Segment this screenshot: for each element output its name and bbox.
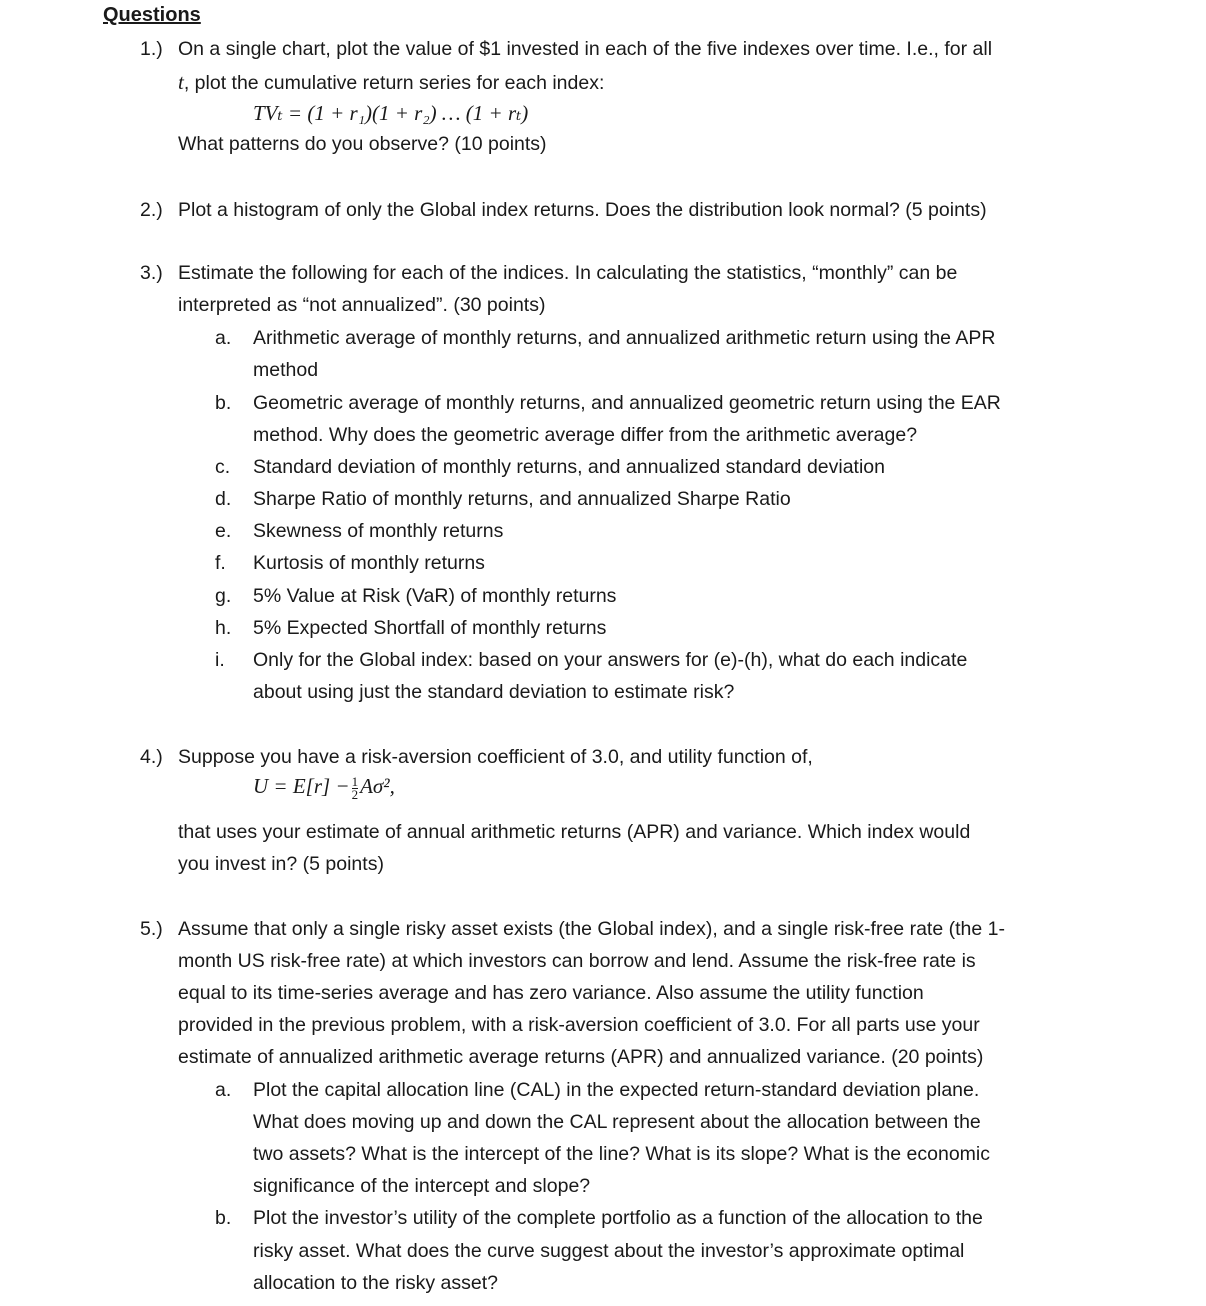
q5-line-5: estimate of annualized arithmetic average returns (APR) and annualized variance. (20 points) [178, 1046, 984, 1068]
q3-item-b-line-1: Geometric average of monthly returns, and annualized geometric return using the EAR [253, 392, 1001, 414]
q4-formula-right: Aσ², [360, 774, 395, 798]
q3-item-i-line-2: about using just the standard deviation to estimate risk? [253, 681, 735, 703]
q3-item-c-label: c. [215, 456, 231, 478]
q1-question: What patterns do you observe? (10 points) [178, 133, 547, 155]
q3-item-i-label: i. [215, 649, 225, 671]
q3-item-f-text: Kurtosis of monthly returns [253, 552, 485, 574]
q3-item-a-line-2: method [253, 359, 319, 381]
q5-line-3: equal to its time-series average and has zero variance. Also assume the utility function [178, 982, 924, 1004]
q5-item-b-line-3: allocation to the risky asset? [253, 1272, 498, 1294]
page-title: Questions [103, 4, 201, 26]
q1-line-2-text: , plot the cumulative return series for each index: [183, 72, 605, 94]
q3-item-d-text: Sharpe Ratio of monthly returns, and annualized Sharpe Ratio [253, 488, 791, 510]
q5-number: 5.) [140, 918, 163, 940]
q5-item-b-line-2: risky asset. What does the curve suggest about the investor’s approximate optimal [253, 1240, 965, 1262]
q1-line-2 [178, 70, 604, 95]
q4-number: 4.) [140, 746, 163, 768]
q3-item-c-text: Standard deviation of monthly returns, and annualized standard deviation [253, 456, 885, 478]
q2-text: Plot a histogram of only the Global index returns. Does the distribution look normal? (5 points) [178, 199, 987, 221]
q5-line-2: month US risk-free rate) at which investors can borrow and lend. Assume the risk-free rate is [178, 950, 976, 972]
q3-item-h-label: h. [215, 617, 232, 639]
q2-number: 2.) [140, 199, 163, 221]
q5-item-b-label: b. [215, 1207, 232, 1229]
q3-item-e-text: Skewness of monthly returns [253, 520, 504, 542]
q1-number: 1.) [140, 38, 163, 60]
q5-line-1: Assume that only a single risky asset exists (the Global index), and a single risk-free rate (the 1- [178, 918, 1005, 940]
q3-item-e-label: e. [215, 520, 232, 542]
q1-t-variable: t [178, 70, 184, 94]
q3-item-d-label: d. [215, 488, 232, 510]
q5-item-a-line-2: What does moving up and down the CAL represent about the allocation between the [253, 1111, 981, 1133]
q3-item-a-line-1: Arithmetic average of monthly returns, and annualized arithmetic return using the APR [253, 327, 996, 349]
q5-item-a-line-3: two assets? What is the intercept of the line? What is its slope? What is the economic [253, 1143, 991, 1165]
q4-formula [253, 774, 395, 801]
q5-item-b-line-1: Plot the investor’s utility of the complete portfolio as a function of the allocation to the [253, 1207, 983, 1229]
q1-formula: TVₜ = (1 + r₁)(1 + r₂) … (1 + rₜ) [253, 101, 529, 125]
q3-item-f-label: f. [215, 552, 226, 574]
q3-item-h-text: 5% Expected Shortfall of monthly returns [253, 617, 607, 639]
q3-line-2: interpreted as “not annualized”. (30 points) [178, 294, 546, 316]
q4-line-3: you invest in? (5 points) [178, 853, 384, 875]
q4-fraction [351, 773, 359, 802]
q5-line-4: provided in the previous problem, with a risk-aversion coefficient of 3.0. For all parts use your [178, 1014, 980, 1036]
q4-line-1: Suppose you have a risk-aversion coefficient of 3.0, and utility function of, [178, 746, 813, 768]
q1-line-1: On a single chart, plot the value of $1 invested in each of the five indexes over time. I.e., for all [178, 38, 993, 60]
q3-item-a-label: a. [215, 327, 232, 349]
q3-item-i-line-1: Only for the Global index: based on your answers for (e)-(h), what do each indicate [253, 649, 968, 671]
q4-fraction-denominator: 2 [351, 786, 359, 802]
q5-item-a-line-1: Plot the capital allocation line (CAL) in the expected return-standard deviation plane. [253, 1079, 980, 1101]
q3-item-g-text: 5% Value at Risk (VaR) of monthly returns [253, 585, 617, 607]
q3-number: 3.) [140, 262, 163, 284]
q4-line-2: that uses your estimate of annual arithmetic returns (APR) and variance. Which index would [178, 821, 971, 843]
q3-item-g-label: g. [215, 585, 232, 607]
q3-item-b-label: b. [215, 392, 232, 414]
q3-item-b-line-2: method. Why does the geometric average differ from the arithmetic average? [253, 424, 918, 446]
q5-item-a-line-4: significance of the intercept and slope? [253, 1175, 591, 1197]
q5-item-a-label: a. [215, 1079, 232, 1101]
q4-fraction-numerator: 1 [351, 773, 359, 789]
q4-formula-left: U = E[r] − [253, 774, 350, 798]
q3-line-1: Estimate the following for each of the indices. In calculating the statistics, “monthly” can be [178, 262, 958, 284]
